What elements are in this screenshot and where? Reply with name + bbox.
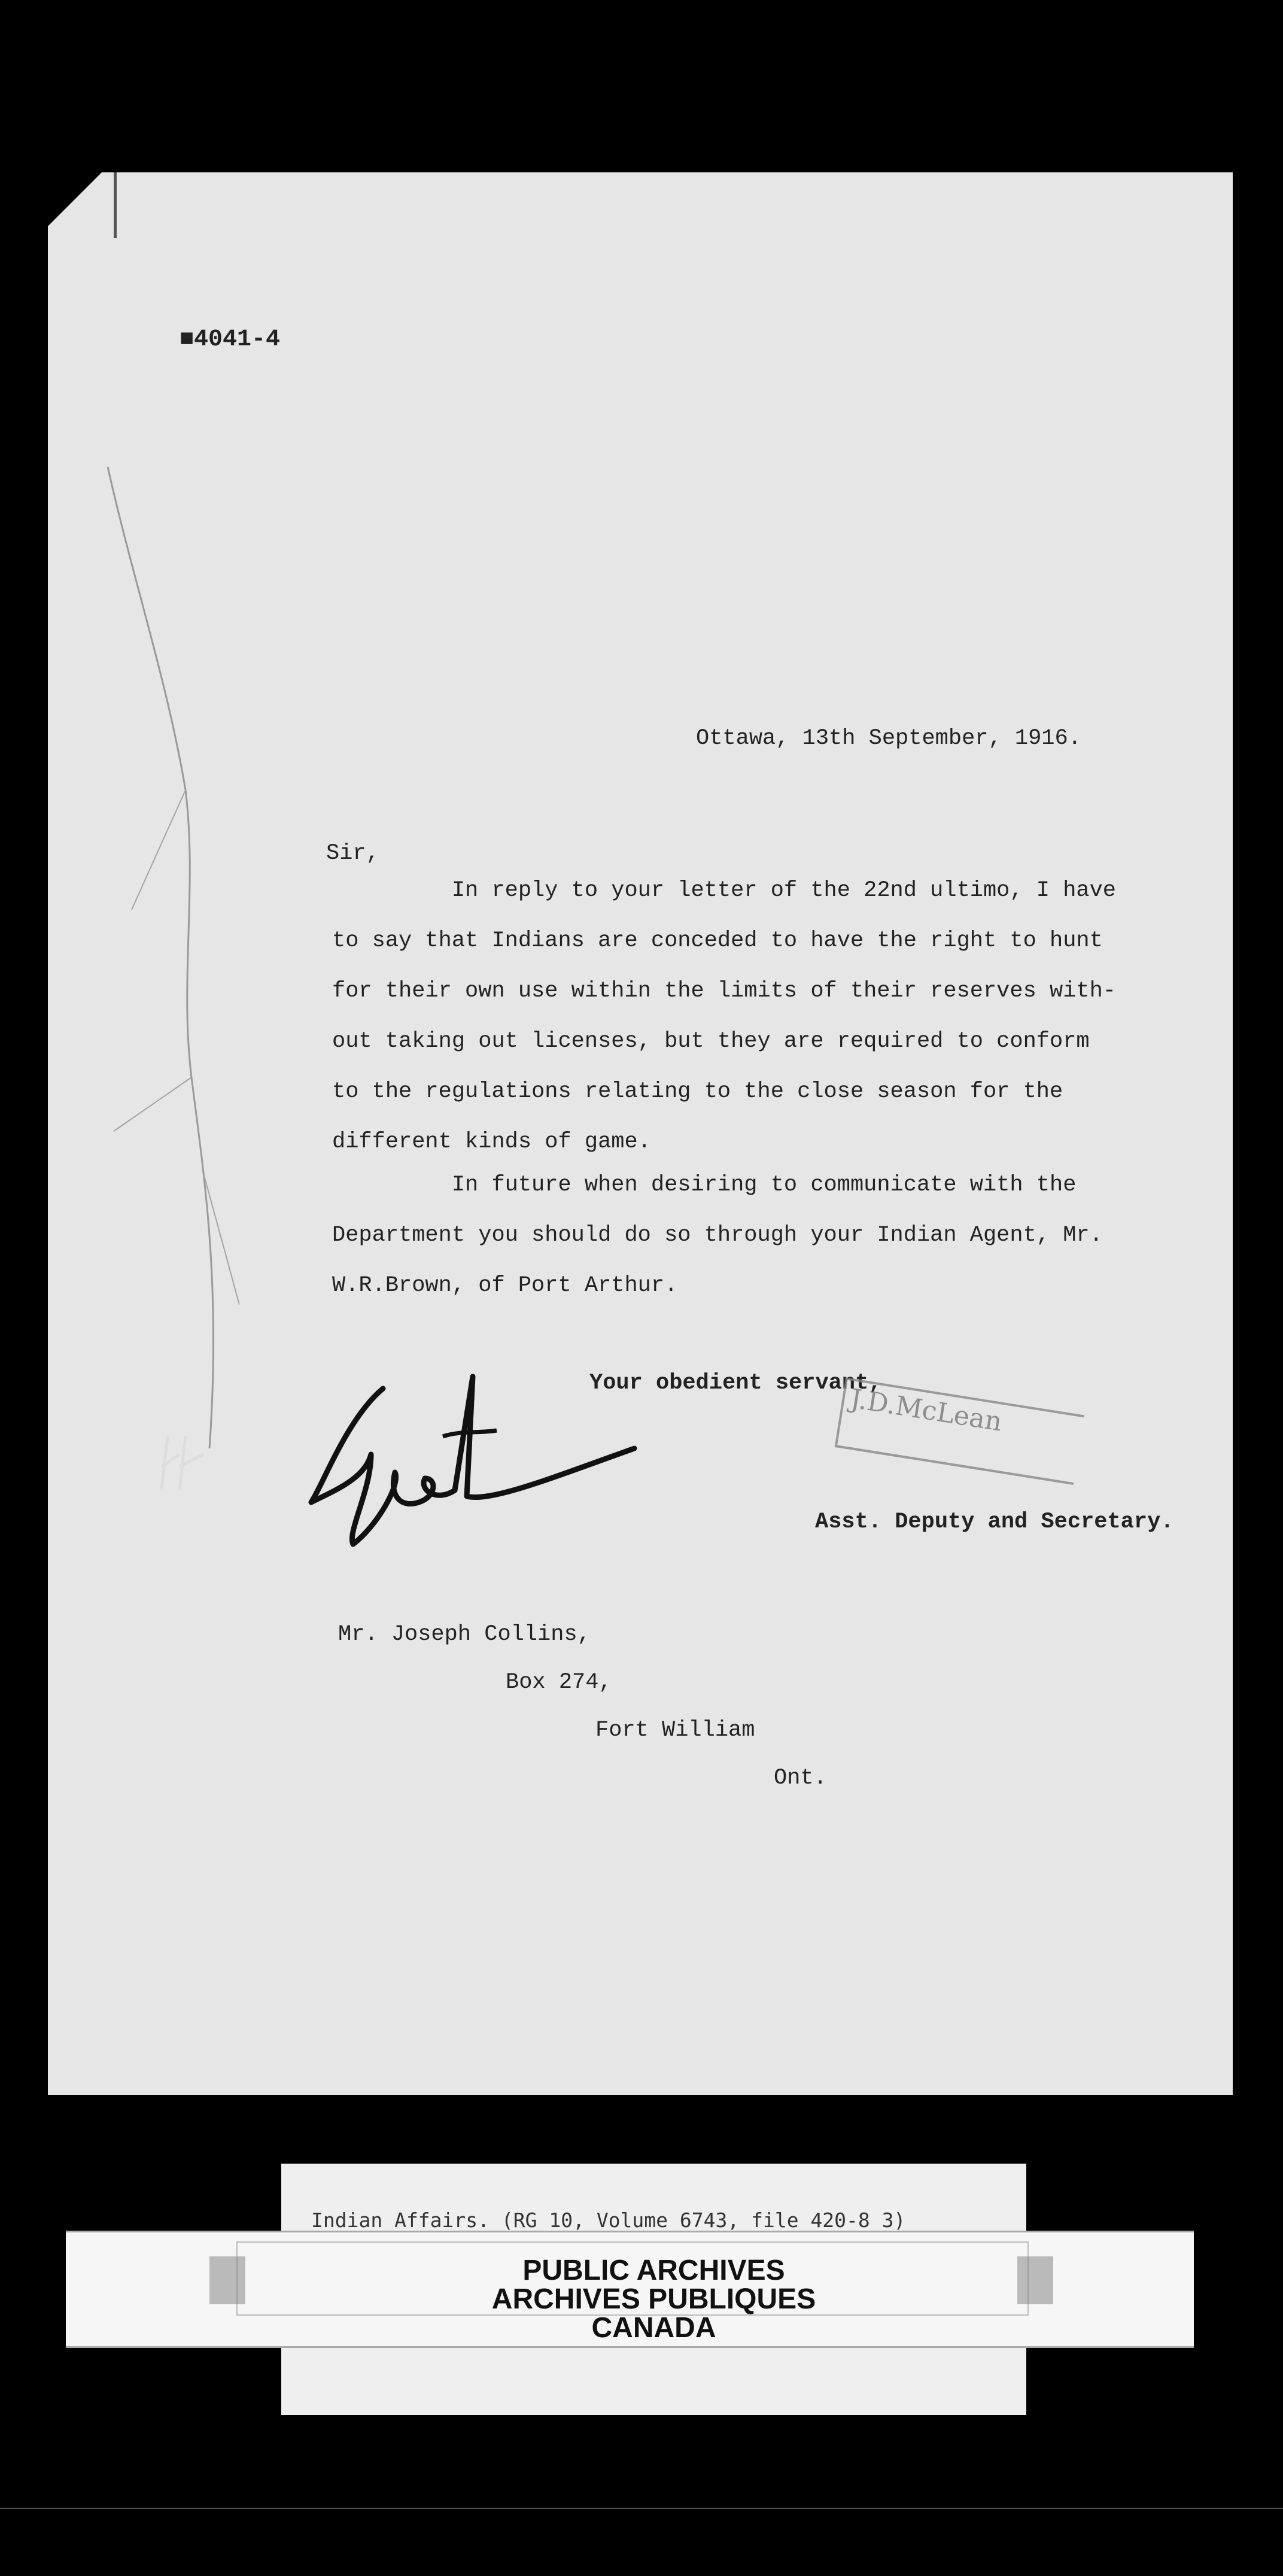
address-city: Fort William	[595, 1718, 755, 1743]
paragraph-line: to the regulations relating to the close season for the	[332, 1079, 1063, 1104]
archive-country: CANADA	[591, 2312, 716, 2344]
archive-name-fr: ARCHIVES PUBLIQUES	[491, 2283, 816, 2315]
paragraph-line: Department you should do so through your Indian Agent, Mr.	[332, 1223, 1103, 1248]
body-paragraph-1	[332, 865, 1116, 1167]
body-paragraph-2	[332, 1160, 1103, 1311]
archive-name-en: PUBLIC ARCHIVES	[522, 2255, 785, 2286]
address-box: Box 274,	[506, 1670, 612, 1695]
paragraph-line: In future when desiring to communicate with the	[332, 1172, 1077, 1198]
paragraph-line: In reply to your letter of the 22nd ultimo, I have	[332, 878, 1117, 903]
stamp-text: J.D.McLean	[848, 1383, 1004, 1438]
paragraph-line: for their own use within the limits of their reserves with-	[332, 979, 1117, 1004]
salutation: Sir,	[326, 841, 379, 866]
signatory-title: Asst. Deputy and Secretary.	[815, 1509, 1174, 1535]
paragraph-line: W.R.Brown, of Port Arthur.	[332, 1273, 678, 1298]
archive-credit-line: Indian Affairs. (RG 10, Volume 6743, file 420-8 3)	[311, 2209, 906, 2232]
file-number: ■4041-4	[180, 326, 281, 353]
letter-date: Ottawa, 13th September, 1916.	[696, 726, 1081, 751]
paragraph-line: out taking out licenses, but they are required to conform	[332, 1029, 1090, 1054]
film-frame-edge	[0, 2508, 1283, 2509]
paper-crease-mark	[96, 455, 239, 1472]
closing-line: Your obedient servant,	[589, 1371, 882, 1396]
paragraph-line: to say that Indians are conceded to have the right to hunt	[332, 928, 1103, 953]
folded-corner	[48, 172, 117, 238]
clip-left	[209, 2256, 245, 2304]
paragraph-line: different kinds of game.	[332, 1129, 651, 1155]
handwritten-signature	[299, 1365, 646, 1562]
address-province: Ont.	[774, 1766, 827, 1791]
handwritten-initials	[156, 1430, 209, 1496]
addressee-name: Mr. Joseph Collins,	[338, 1622, 591, 1647]
